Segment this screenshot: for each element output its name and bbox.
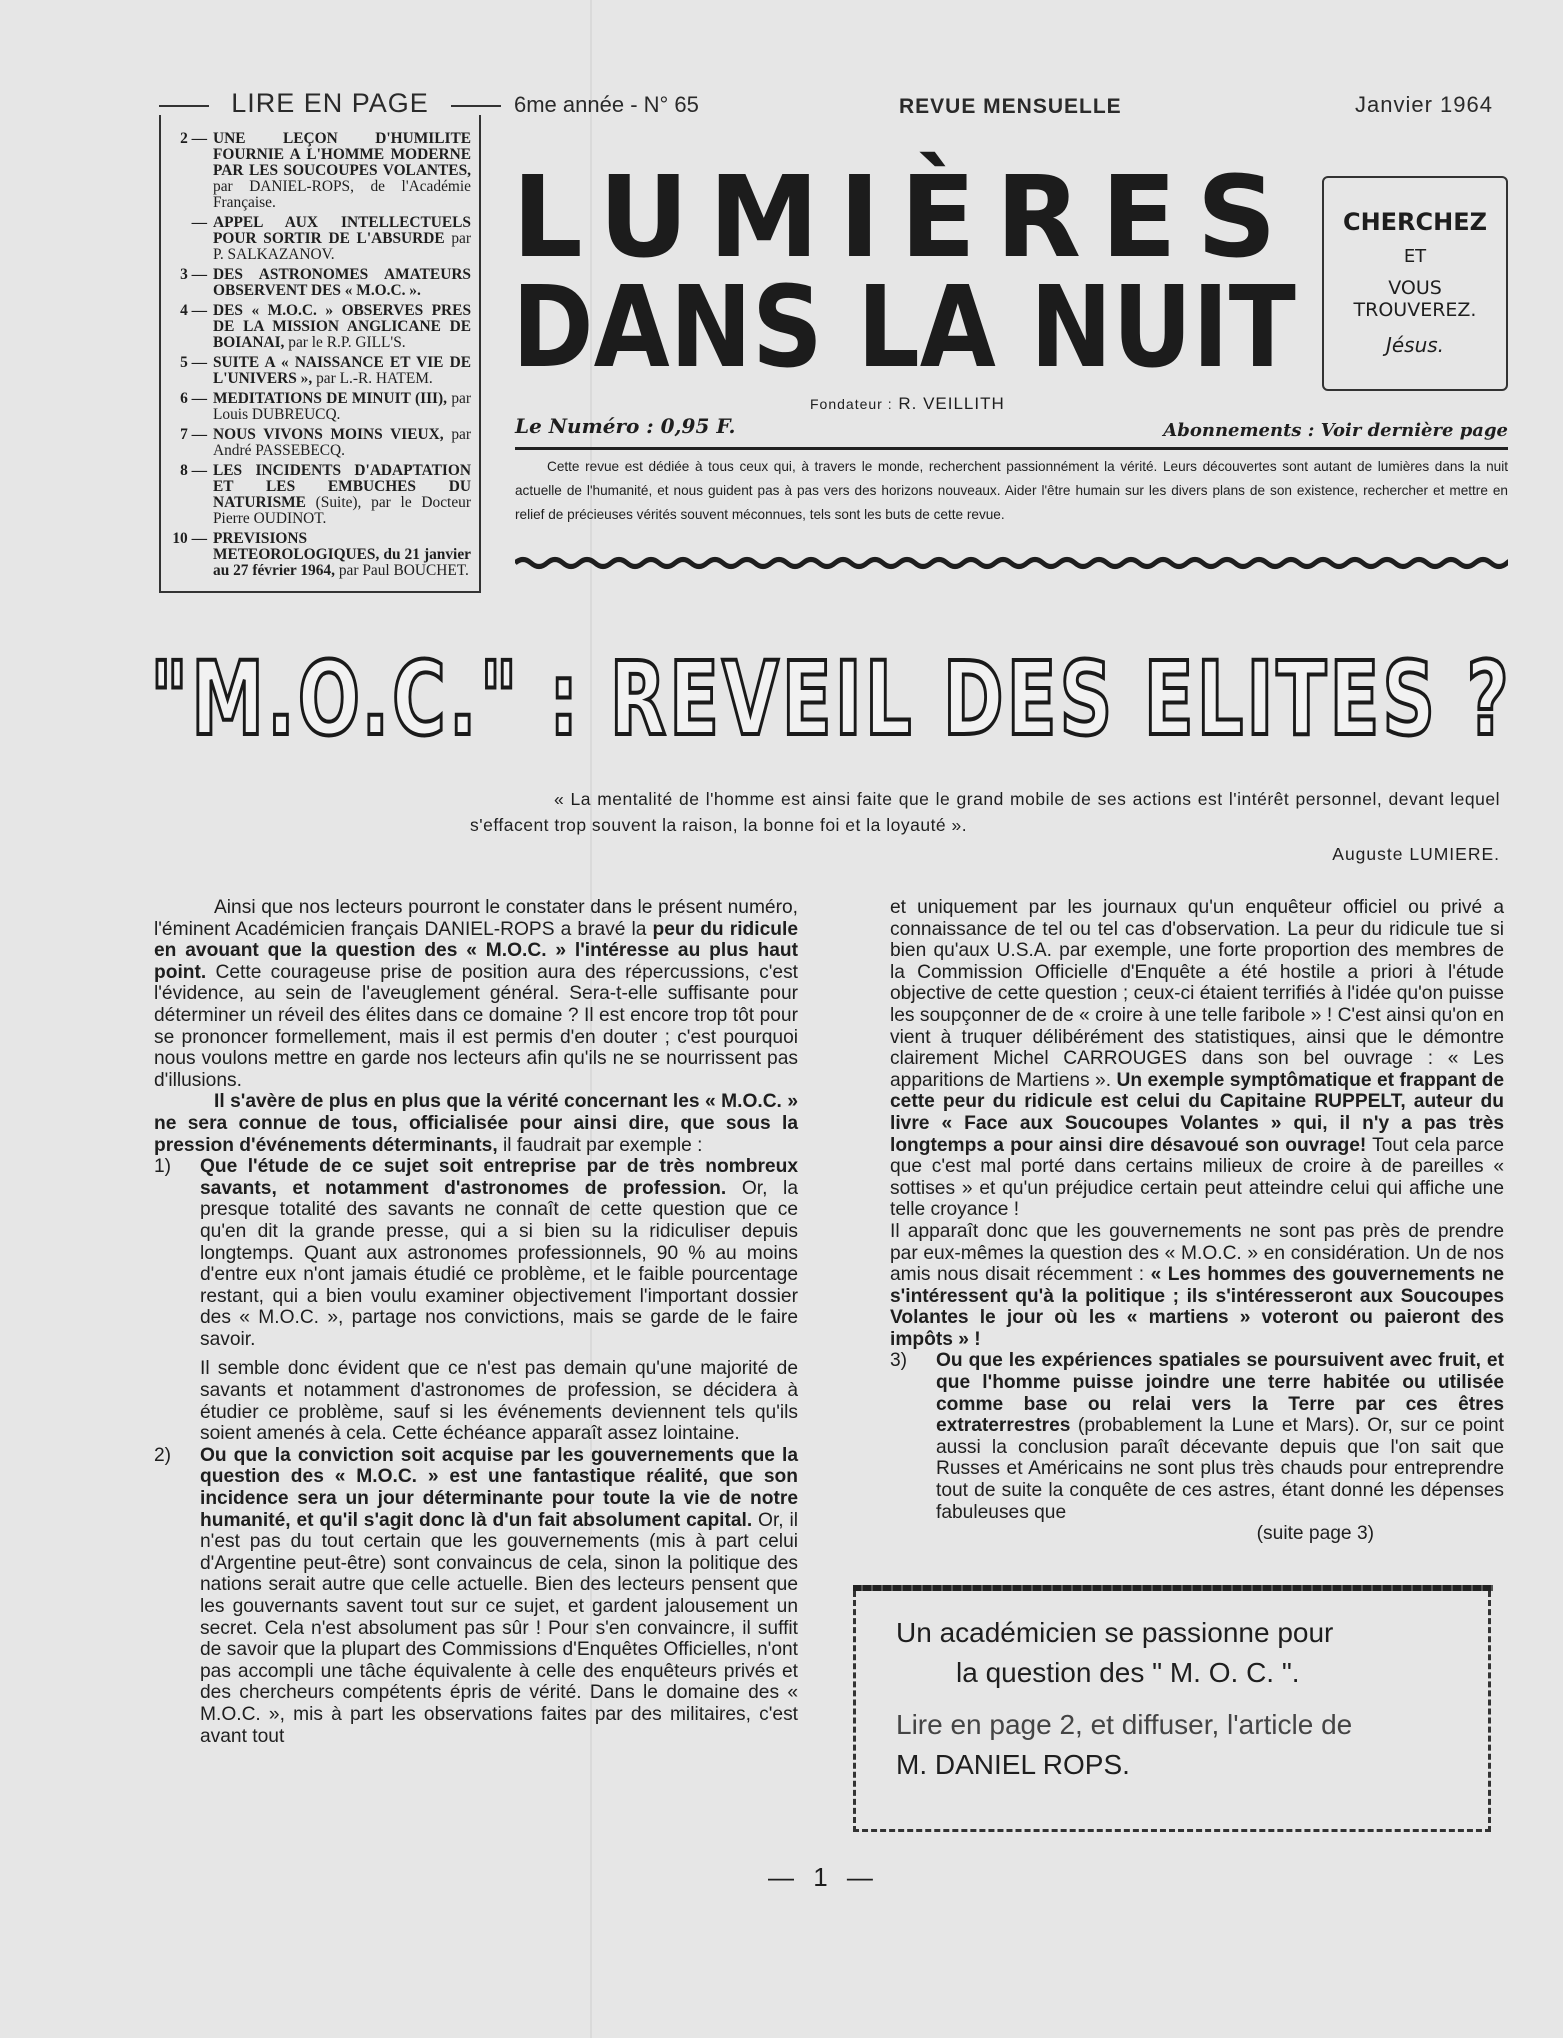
toc-entry [213,427,471,459]
promo-line: M. DANIEL ROPS. [896,1749,1130,1780]
promo-line: Un académicien se passionne pour [896,1617,1334,1648]
text-run: Il semble donc évident que ce n'est pas demain qu'une majorité de savants et notamment d'astronomes de profession, se décidera à étudier ce problème, sauf si les événements deviennent tels qu'ils soient amenés à cela. Cette échéance apparaît assez lointaine. [200,1358,798,1445]
paragraph [154,1358,798,1444]
list-text [200,1156,798,1350]
toc-page: 2 — [180,130,207,147]
numbered-point [890,1350,1504,1523]
page-number: — 1 — [768,1862,879,1892]
issue-number: 6me année - N° 65 [514,92,699,117]
text-run: Ou que la conviction soit acquise par les gouvernements que la question des « M.O.C. » est une fantastique réalité, que son incidence sera un jour déterminante pour toute la vie de notre humanité, et qu'il s'agit donc là d'un fait absolument capital. [200,1444,798,1531]
text-run: Il s'avère de plus en plus que la vérité concernant les « M.O.C. » ne sera connue de tous, officialisée pour ainsi dire, que sous la pression d'événements déterminants, [154,1091,798,1156]
masthead-title-line2: DANS LA NUIT [512,263,1296,393]
toc-item [167,463,471,527]
toc-item [167,215,471,263]
toc-entry-author: par le R.P. GILL'S. [284,334,406,351]
text-run: Ou que les expériences spatiales se poursuivent avec fruit, et que l'homme puisse joindre une terre habitée ou utilisée comme base ou relai vers la Terre par ces êtres extraterrestres [936,1350,1504,1437]
promo-box [853,1591,1491,1832]
toc-item [167,355,471,387]
toc-item [167,303,471,351]
toc-entry-author: par André PASSEBECQ. [213,426,472,459]
toc-entry-title: APPEL AUX INTELLECTUELS POUR SORTIR DE L'ABSURDE [213,214,471,247]
toc-item [167,427,471,459]
promo-line: Lire en page 2, et diffuser, l'article de [896,1709,1353,1740]
text-run: peur du ridicule en avouant que la question des « M.O.C. » l'intéresse au plus haut point. [154,918,798,983]
toc-entry [213,131,471,211]
toc-entry [213,303,471,351]
list-text [200,1445,798,1747]
toc-entry-title: UNE LEÇON D'HUMILITE FOURNIE A L'HOMME MODERNE PAR LES SOUCOUPES VOLANTES, [213,130,471,179]
toc-entry [213,215,471,263]
subscriptions-note: Abonnements : Voir dernière page [1163,420,1508,441]
text-run: Il apparaît donc que les gouvernements ne sont pas près de prendre par eux-mêmes la question des « M.O.C. » en considération. Un de nos amis nous disait récemment : [890,1220,1504,1286]
toc-page: 6 — [180,390,207,407]
list-text [936,1350,1504,1523]
founder-name: R. VEILLITH [898,394,1005,413]
text-run: (probablement la Lune et Mars). Or, sur ce point aussi la conclusion paraît décevante depuis que l'on sait que Russes et Américains ne sont plus très chauds pour entreprendre tout de suite la conquête de ces astres, étant donné les dépenses fabuleuses que [936,1415,1504,1523]
motto-attribution: Jésus. [1385,333,1445,357]
toc-entry [213,355,471,387]
article-column-right [890,897,1504,1545]
epigraph-author: Auguste LUMIERE. [1332,844,1500,864]
motto-line: VOUS TROUVEREZ. [1353,277,1477,321]
text-run: et uniquement par les journaux qu'un enquêteur officiel ou privé a connaissance de tel ou tel cas d'observation. La peur du ridicule tue si bien qu'aux U.S.A. par exemple, une forte proportion des membres de la Commission Officielle d'Enquête a été hostile a priori à l'étude objective de cette question ; ceux-ci étaient terrifiés à l'idée qu'on puisse les soupçonner de de « croire à une telle faribole » ! C'est ainsi qu'on en vient à truquer délibérément des statistiques, ainsi que le démontre clairement Michel CARROUGES dans son bel ouvrage : « Les apparitions de Martiens ». [890,897,1504,1091]
paragraph [890,897,1504,1221]
toc-entry-author: par Louis DUBREUCQ. [213,390,472,423]
list-number: 1) [154,1156,172,1178]
article-headline: "M.O.C." : REVEIL DES ELITES ? [150,640,1512,759]
toc-entry [213,391,471,423]
toc-item [167,531,471,579]
founder [810,394,1005,414]
epigraph [470,786,1500,865]
toc-entry [213,531,471,579]
toc-entry-author: (Suite), par le Docteur Pierre OUDINOT. [213,494,471,527]
issue-date: Janvier 1964 [1355,92,1493,117]
text-run: Que l'étude de ce sujet soit entreprise par de très nombreux savants, et notamment d'astronomes de profession. [200,1156,798,1199]
toc-entry-title: DES « M.O.C. » OBSERVES PRES DE LA MISSION ANGLICANE DE BOIANAI, [213,302,471,351]
paragraph [890,1221,1504,1351]
list-number: 3) [890,1350,908,1372]
issue-price: Le Numéro : 0,95 F. [515,414,736,438]
toc-page: 8 — [180,462,207,479]
toc-entry-title: LES INCIDENTS D'ADAPTATION ET LES EMBUCHES DU NATURISME [213,462,471,511]
wavy-divider [515,552,1508,574]
toc-entry-author: par P. SALKAZANOV. [213,230,472,263]
epigraph-quote: « La mentalité de l'homme est ainsi faite que le grand mobile de ses actions est l'intérêt personnel, devant lequel s'effacent trop souvent la raison, la bonne foi et la loyauté ». [470,789,1500,835]
toc-item [167,391,471,423]
continued-note: (suite page 3) [1256,1523,1374,1545]
founder-label: Fondateur : [810,396,893,412]
motto-box [1322,176,1508,391]
text-run: Cette courageuse prise de position aura des répercussions, c'est l'évidence, au sein de l'aveuglement général. Sera-t-elle suffisante pour déterminer un réveil des élites dans ce domaine ? Il est encore trop tôt pour se prononcer formellement, mais il est permis d'en douter ; c'est pourquoi nous voulons mettre en garde nos lecteurs afin qu'ils ne se nourrissent pas d'illusions. [154,961,798,1091]
toc-page: 7 — [180,426,207,443]
toc-entry-title: DES ASTRONOMES AMATEURS OBSERVENT DES « M.O.C. ». [213,266,471,299]
motto-line: ET [1403,246,1427,267]
masthead-title-line1: LUMIÈRES [512,153,1297,283]
toc-item [167,131,471,211]
promo-line: la question des " M. O. C. ". [956,1657,1300,1688]
publication-type: REVUE MENSUELLE [899,95,1122,118]
toc-page: 5 — [180,354,207,371]
list-number: 2) [154,1444,172,1466]
numbered-point [154,1156,798,1350]
toc-entry-title: MEDITATIONS DE MINUIT (III), [213,390,448,407]
toc-entry-title: NOUS VIVONS MOINS VIEUX, [213,426,444,443]
text-run: Or, il n'est pas du tout certain que les gouvernements (mis à part celui d'Argentine peut-être) sont convaincus de cela, sinon la politique des nations serait autre que celle actuelle. Bien des lecteurs pensent que les gouvernants savent tout sur ce sujet, et gardent jalousement un secret. Cela n'est absolument pas sûr ! Pour s'en convaincre, il suffit de savoir que la plupart des Commissions d'Enquêtes Officielles, n'ont pas accompli une tâche équivalente à celle des enquêteurs privés et des chercheurs compétents épris de vérité. Dans le domaine des « M.O.C. », mis à part les observations faites par des militaires, c'est avant tout [200,1509,798,1747]
toc-entry [213,267,471,299]
motto-line: CHERCHEZ [1342,208,1488,236]
toc-entry-title: PREVISIONS METEOROLOGIQUES, du 21 janvier au 27 février 1964, [213,530,471,579]
toc-page: 4 — [180,302,207,319]
article-column-left [154,897,798,1747]
paragraph [154,1091,798,1156]
text-run: Tout cela parce que c'est mal porté dans certains milieux de croire à de pareilles « sottises » et qu'un préjudice certain peut atteindre celui qui affiche une telle croyance ! [890,1134,1504,1221]
text-run: Ainsi que nos lecteurs pourront le constater dans le présent numéro, l'éminent Académicien français DANIEL-ROPS a bravé la [154,897,798,940]
toc-entry-author: par L.-R. HATEM. [312,370,433,387]
toc-entry [213,463,471,527]
toc-page: 10 — [172,530,207,547]
dedication-text: Cette revue est dédiée à tous ceux qui, à travers le monde, recherchent passionnément la vérité. Leurs découvertes sont autant de lumières dans la nuit actuelle de l'humanité, et nous guident pas à pas vers des horizons nouveaux. Aider l'être humain sur les divers plans de son existence, rechercher et mettre en relief de précieuses vérités souvent méconnues, tels sont les buts de cette revue. [515,459,1508,522]
toc-entry-title: SUITE A « NAISSANCE ET VIE DE L'UNIVERS », [213,354,471,387]
toc-page: — [191,214,207,231]
numbered-point [154,1445,798,1747]
toc-page: 3 — [180,266,207,283]
divider [515,447,1508,450]
toc-title: LIRE EN PAGE [175,88,485,119]
text-run: Or, la presque totalité des savants ne connaît de cette question que ce qu'en dit la grande presse, qui a si bien su la ridiculiser depuis longtemps. Quant aux astronomes professionnels, 90 % au moins d'entre eux n'ont jamais étudié ce problème, et le faible pourcentage restant, qui a bien voulu examiner objectivement l'important dossier des « M.O.C. », partage nos convictions, mais se garde de le faire savoir. [200,1177,798,1350]
text-run: il faudrait par exemple : [497,1134,703,1156]
table-of-contents [159,115,481,593]
text-run: « Les hommes des gouvernements ne s'intéressent qu'à la politique ; ils s'intéresseront aux Soucoupes Volantes le jour où les « martiens » voteront ou paieront des impôts » ! [890,1264,1504,1350]
toc-item [167,267,471,299]
paragraph [154,897,798,1091]
toc-entry-author: par DANIEL-ROPS, de l'Académie Française. [213,178,471,211]
text-run: Un exemple symptômatique et frappant de cette peur du ridicule est celui du Capitaine RUPPELT, auteur du livre « Face aux Soucoupes Volantes » qui, il n'y a pas très longtemps a pour ainsi dire désavoué son ouvrage! [890,1069,1505,1156]
toc-entry-author: par Paul BOUCHET. [334,562,469,579]
